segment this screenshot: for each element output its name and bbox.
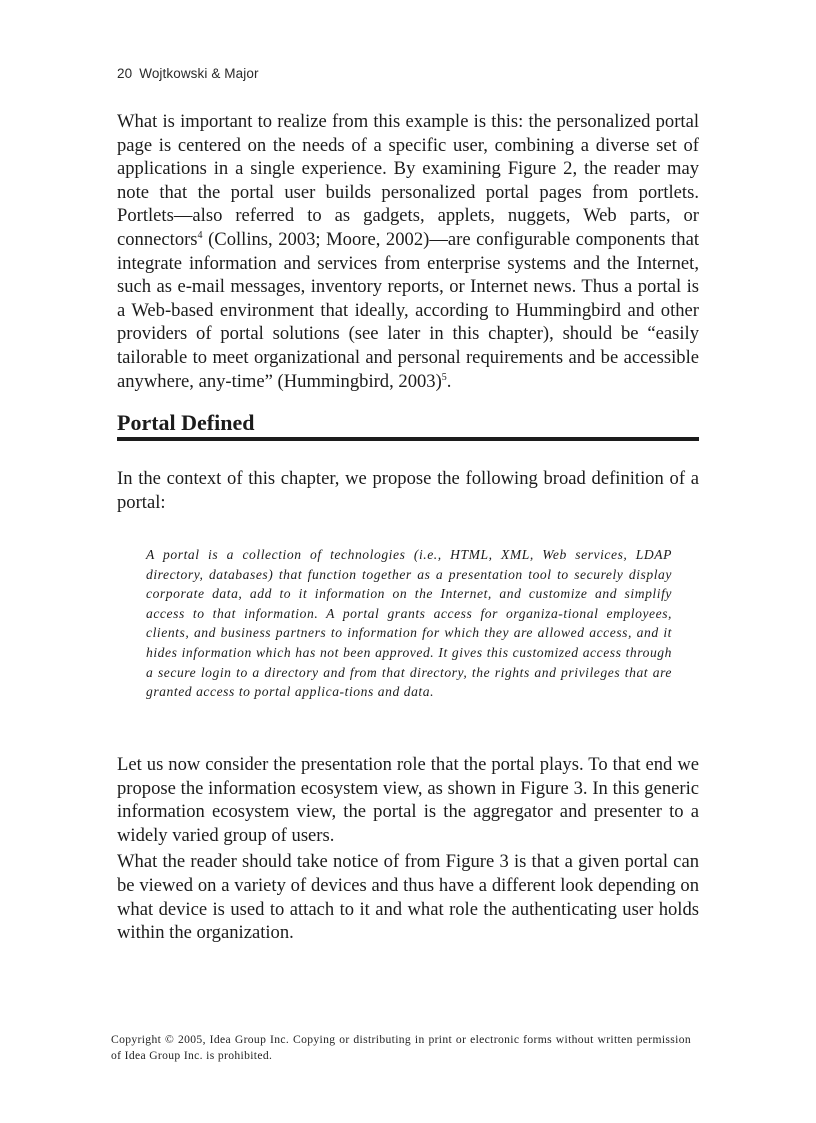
page-number: 20	[117, 66, 133, 81]
section-heading: Portal Defined	[117, 410, 255, 435]
presentation-role-paragraph: Let us now consider the presentation role that the portal plays. To that end we propose the information ecosystem view, as shown in Figure 3. In this generic information ecosystem view, the portal is the aggregator and presenter to a widely varied group of users.	[117, 754, 699, 846]
intro-paragraph	[117, 110, 699, 393]
section-lead-paragraph: In the context of this chapter, we propose the following broad definition of a portal:	[117, 468, 699, 513]
running-head	[117, 66, 259, 81]
section-heading-rule	[117, 437, 699, 441]
intro-text-part-1: What is important to realize from this example is this: the personalized portal page is centered on the needs of a specific user, combining a diverse set of applications in a single experience. By examining Figure 2, the reader may note that the portal user builds personalized portal pages from portlets. Portlets—also referred to as gadgets, applets, nuggets, Web parts, or connectors	[117, 111, 699, 250]
portal-definition-quote: A portal is a collection of technologies (i.e., HTML, XML, Web services, LDAP directory, databases) that function together as a presentation tool to securely display corporate data, add to it information on the Internet, and customize and simplify access to that information. A portal grants access for organiza-tional employees, clients, and business partners to information for which they are allowed access, and it hides information which has not been approved. It gives this customized access through a secure login to a directory and from that directory, the rights and privileges that are granted access to portal applica-tions and data.	[146, 547, 672, 700]
closing-paragraphs-block	[117, 753, 699, 948]
copyright-footer: Copyright © 2005, Idea Group Inc. Copying or distributing in print or electronic forms without written permission of Idea Group Inc. is prohibited.	[111, 1033, 691, 1062]
footnote-ref-4: 4	[197, 229, 203, 241]
figure-3-note-paragraph: What the reader should take notice of from Figure 3 is that a given portal can be viewed on a variety of devices and thus have a different look depending on what device is used to attach to it and what role the authenticating user holds within the organization.	[117, 851, 699, 944]
footnote-ref-5: 5	[441, 371, 447, 383]
section-lead-block	[117, 467, 699, 517]
intro-text-part-2: (Collins, 2003; Moore, 2002)—are configurable components that integrate information and services from enterprise systems and the Internet, such as e-mail messages, inventory reports, or Internet news. Thus a portal is a Web-based environment that ideally, according to Hummingbird and other providers of portal solutions (see later in this chapter), should be “easily tailorable to meet organizational and personal requirements and be accessible anywhere, any-time” (Hummingbird, 2003)	[117, 228, 699, 392]
running-head-authors: Wojtkowski & Major	[139, 66, 259, 81]
intro-text-part-3: .	[446, 370, 452, 392]
intro-paragraph-block	[117, 110, 699, 396]
